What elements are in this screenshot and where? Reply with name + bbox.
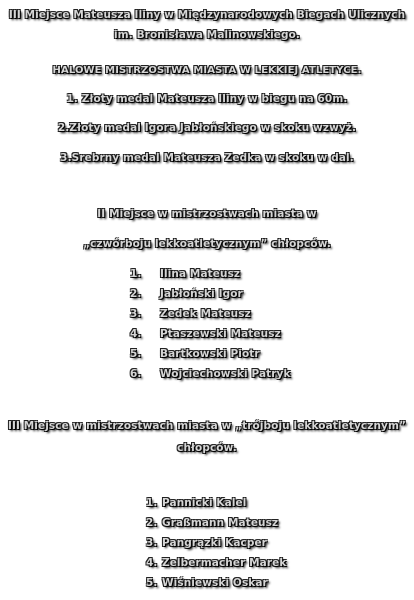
athlete-name: Zedek Mateusz: [160, 308, 251, 320]
medal-2: 2.Złoty medal Igora Jabłońskiego w skoku wzwyż.: [57, 122, 357, 134]
athlete-name: Bartkowski Piotr: [160, 348, 260, 360]
list-item: [130, 304, 291, 324]
list-item: [146, 533, 286, 553]
athlete-name: Wojciechowski Patryk: [160, 368, 291, 380]
team2-list: [130, 264, 291, 384]
medal-3: 3.Srebrny medal Mateusza Zedka w skoku w dal.: [60, 152, 354, 164]
athlete-name: Zelbermacher Marek: [162, 557, 287, 569]
athlete-name: Ilina Mateusz: [160, 268, 241, 280]
list-item: [146, 573, 286, 593]
team3-list: [146, 493, 286, 593]
list-number: 5.: [130, 348, 142, 360]
title-line-2: im. Bronisława Malinowskiego.: [113, 29, 301, 41]
list-item: [130, 324, 291, 344]
athlete-name: Wiśniewski Oskar: [162, 577, 268, 589]
list-number: 4.: [146, 557, 158, 569]
section2-heading-line-2: „czwórboju lekkoatletycznym” chłopców.: [83, 238, 331, 250]
athlete-name: Ptaszewski Mateusz: [160, 328, 281, 340]
medal-1: 1. Złoty medal Mateusza Iliny w biegu na 60m.: [66, 93, 348, 105]
list-number: 6.: [130, 368, 142, 380]
list-number: 2.: [146, 517, 158, 529]
list-number: 1.: [130, 268, 142, 280]
list-item: [130, 284, 291, 304]
list-item: [130, 344, 291, 364]
athlete-name: Pangrązki Kacper: [162, 537, 267, 549]
list-item: [146, 493, 286, 513]
list-number: 4.: [130, 328, 142, 340]
list-item: [130, 264, 291, 284]
athlete-name: Graßmann Mateusz: [162, 517, 279, 529]
section2-heading-line-1: II Miejsce w mistrzostwach miasta w: [97, 208, 317, 220]
list-number: 3.: [146, 537, 158, 549]
list-number: 5.: [146, 577, 158, 589]
athlete-name: Pannicki Kalel: [162, 497, 247, 509]
list-number: 1.: [146, 497, 158, 509]
section3-heading-line-1: III Miejsce w mistrzostwach miasta w „trójboju lekkoatletycznym”: [7, 420, 407, 432]
list-item: [146, 553, 286, 573]
list-item: [130, 364, 291, 384]
title-line-1: III Miejsce Mateusza Iliny w Międzynarodowych Biegach Ulicznych: [8, 9, 406, 21]
list-item: [146, 513, 286, 533]
athlete-name: Jabłoński Igor: [160, 288, 243, 300]
section3-heading-line-2: chłopców.: [177, 442, 237, 454]
list-number: 2.: [130, 288, 142, 300]
list-number: 3.: [130, 308, 142, 320]
subtitle: HALOWE MISTRZOSTWA MIASTA W LEKKIEJ ATLETYCE.: [52, 65, 362, 76]
